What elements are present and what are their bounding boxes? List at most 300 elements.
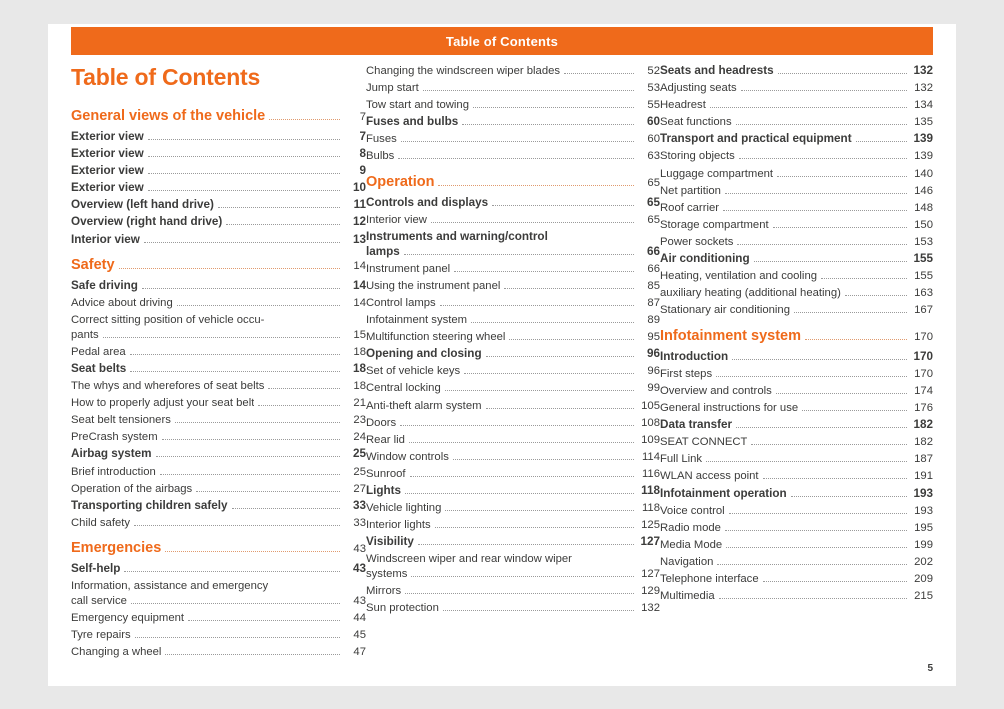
page-header-bar (71, 27, 933, 55)
toc-entry-label: Rear lid (366, 433, 405, 446)
toc-entry-page: 7 (359, 130, 366, 143)
toc-leader-dots (232, 507, 340, 509)
toc-entry-page: 148 (914, 201, 933, 214)
toc-entry-page: 14 (352, 279, 366, 293)
toc-entry[interactable] (660, 401, 933, 416)
toc-entry[interactable] (366, 381, 660, 396)
toc-entry-page: 7 (359, 111, 366, 123)
toc-leader-dots (226, 223, 340, 225)
toc-entry-label: Jump start (366, 82, 419, 95)
toc-leader-dots (148, 155, 340, 157)
toc-entry-label: Overview (left hand drive) (71, 198, 214, 212)
toc-leader-dots (268, 387, 340, 389)
toc-entry[interactable] (71, 611, 366, 626)
toc-entry[interactable] (660, 286, 933, 301)
toc-entry-label: General instructions for use (660, 402, 799, 415)
toc-entry-label: Headrest (660, 99, 706, 112)
toc-entry[interactable] (660, 167, 933, 182)
toc-leader-dots (405, 492, 634, 494)
toc-entry-label: Navigation (660, 555, 714, 568)
toc-leader-dots (435, 526, 634, 528)
toc-entry[interactable] (366, 364, 660, 379)
toc-entry-label: Tyre repairs (71, 629, 131, 642)
toc-entry-label: Storing objects (660, 150, 735, 163)
toc-leader-dots (409, 441, 634, 443)
toc-entry-label: Roof carrier (660, 201, 720, 214)
toc-entry[interactable] (366, 98, 660, 113)
toc-entry[interactable] (366, 416, 660, 431)
toc-entry-page: 44 (353, 611, 366, 624)
toc-leader-dots (776, 392, 907, 394)
toc-entry[interactable] (71, 107, 366, 126)
toc-entry[interactable] (71, 345, 366, 360)
toc-entry[interactable] (366, 64, 660, 79)
toc-leader-dots (175, 421, 340, 423)
toc-leader-dots (438, 184, 634, 186)
toc-entry-page: 139 (914, 150, 933, 163)
toc-entry-page: 215 (914, 590, 933, 603)
toc-entry-label: Infotainment operation (660, 486, 787, 500)
toc-entry-page: 66 (646, 244, 660, 258)
toc-entry[interactable] (71, 628, 366, 643)
toc-entry-page: 14 (353, 297, 366, 310)
toc-entry-page: 53 (647, 82, 660, 95)
toc-entry[interactable] (660, 538, 933, 553)
toc-leader-dots (411, 575, 634, 577)
toc-entry-page: 134 (914, 99, 933, 112)
toc-entry-page: 209 (914, 573, 933, 586)
toc-entry-label: Seats and headrests (660, 64, 774, 77)
toc-entry-label-cont: call service (71, 594, 127, 607)
toc-entry[interactable] (366, 230, 660, 259)
toc-entry[interactable] (71, 645, 366, 660)
toc-entry-page: 118 (641, 483, 660, 497)
toc-entry[interactable] (71, 413, 366, 428)
toc-column-1 (71, 64, 366, 664)
toc-entry-label: Bulbs (366, 150, 395, 163)
toc-entry[interactable] (71, 198, 366, 213)
toc-entry-label: Airbag system (71, 447, 152, 461)
toc-entry-page: 33 (353, 516, 366, 529)
toc-leader-dots (410, 475, 634, 477)
toc-entry-page: 43 (353, 594, 366, 607)
toc-entry[interactable] (660, 350, 933, 365)
toc-entry[interactable] (366, 433, 660, 448)
toc-entry-label: Introduction (660, 349, 729, 363)
toc-leader-dots (763, 580, 907, 582)
toc-entry-label: Self-help (71, 562, 121, 576)
toc-entry-label: Luggage compartment (660, 167, 774, 180)
toc-entry[interactable] (71, 164, 366, 179)
toc-entry[interactable] (660, 149, 933, 164)
toc-entry-label-cont: pants (71, 328, 99, 341)
toc-entry[interactable] (660, 487, 933, 502)
toc-entry[interactable] (71, 181, 366, 196)
toc-entry[interactable] (366, 115, 660, 130)
toc-entry-label: Stationary air conditioning (660, 304, 790, 317)
toc-leader-dots (821, 277, 907, 279)
toc-entry-label: First steps (660, 367, 713, 380)
toc-entry[interactable] (71, 579, 366, 608)
toc-entry-label: Exterior view (71, 164, 144, 178)
toc-entries-3 (660, 64, 933, 604)
toc-entry[interactable] (660, 235, 933, 250)
page-title: Table of Contents (71, 64, 261, 90)
toc-entry-page: 14 (353, 260, 366, 273)
toc-leader-dots (103, 336, 340, 338)
toc-entry[interactable] (660, 327, 933, 346)
toc-entry-label: Adjusting seats (660, 82, 737, 95)
toc-entry-label: auxiliary heating (additional heating) (660, 287, 841, 300)
toc-entry-label: Air conditioning (660, 252, 750, 266)
toc-entry-page: 25 (353, 465, 366, 478)
toc-entry[interactable] (71, 313, 366, 342)
toc-entry-page: 55 (647, 99, 660, 112)
toc-entry[interactable] (366, 518, 660, 533)
toc-entry[interactable] (366, 535, 660, 550)
toc-entry-label: Interior view (366, 214, 427, 227)
toc-entry-label: General views of the vehicle (71, 108, 266, 124)
toc-leader-dots (148, 189, 340, 191)
toc-leader-dots (741, 89, 907, 91)
toc-entry-page: 87 (647, 296, 660, 309)
toc-entry-label: Instrument panel (366, 262, 451, 275)
toc-entry[interactable] (366, 196, 660, 211)
toc-entry-label: Windscreen wiper and rear window wiper (366, 553, 572, 566)
toc-entry-label: Seat belt tensioners (71, 414, 171, 427)
toc-leader-dots (124, 570, 340, 572)
toc-entry[interactable] (71, 256, 366, 275)
toc-entry-label: Fuses and bulbs (366, 115, 459, 129)
toc-leader-dots (130, 370, 340, 372)
toc-entry[interactable] (660, 572, 933, 587)
toc-leader-dots (710, 106, 907, 108)
toc-leader-dots (473, 106, 634, 108)
toc-entry-page: 65 (647, 176, 660, 189)
toc-column-3 (660, 64, 933, 664)
toc-entry[interactable] (660, 589, 933, 604)
toc-entry[interactable] (71, 499, 366, 514)
toc-entry-page: 108 (641, 416, 660, 429)
toc-leader-dots (719, 597, 907, 599)
toc-entry-page: 127 (640, 535, 660, 549)
toc-entry-page: 116 (641, 467, 660, 480)
toc-entry[interactable] (366, 313, 660, 328)
toc-entry[interactable] (71, 430, 366, 445)
toc-leader-dots (486, 355, 634, 357)
toc-entry[interactable] (660, 218, 933, 233)
toc-entry-label: Exterior view (71, 130, 144, 143)
toc-entry-page: 12 (352, 215, 366, 229)
toc-entry-label: Data transfer (660, 418, 733, 432)
toc-entry-page: 23 (353, 414, 366, 427)
toc-leader-dots (188, 619, 340, 621)
toc-entry-label: PreCrash system (71, 431, 158, 444)
toc-leader-dots (130, 353, 340, 355)
toc-leader-dots (856, 140, 907, 142)
toc-leader-dots (773, 226, 907, 228)
toc-leader-dots (716, 375, 907, 377)
toc-entry-label: Overview (right hand drive) (71, 215, 223, 229)
toc-entry[interactable] (660, 367, 933, 382)
toc-entry[interactable] (660, 201, 933, 216)
toc-entry[interactable] (660, 452, 933, 467)
toc-entry-page: 139 (913, 132, 933, 146)
toc-entry-page: 96 (646, 347, 660, 361)
toc-leader-dots (405, 592, 634, 594)
toc-entry[interactable] (660, 303, 933, 318)
toc-entry-label: Doors (366, 416, 397, 429)
toc-leader-dots (802, 409, 907, 411)
toc-entry[interactable] (366, 132, 660, 147)
toc-entry-page: 18 (353, 345, 366, 358)
toc-leader-dots (791, 495, 907, 497)
toc-entry[interactable] (71, 130, 366, 145)
toc-leader-dots (736, 123, 907, 125)
toc-entry[interactable] (366, 347, 660, 362)
toc-entry-page: 60 (647, 133, 660, 146)
toc-leader-dots (805, 338, 907, 340)
toc-entry-page: 132 (914, 82, 933, 95)
toc-entry[interactable] (71, 465, 366, 480)
toc-entry-label: Media Mode (660, 538, 723, 551)
toc-leader-dots (492, 204, 634, 206)
toc-leader-dots (400, 424, 634, 426)
toc-entry-label: Seat belts (71, 361, 127, 375)
toc-entry[interactable] (366, 601, 660, 616)
toc-leader-dots (119, 267, 340, 269)
toc-entry-page: 43 (352, 562, 366, 576)
toc-leader-dots (418, 543, 634, 545)
toc-leader-dots (778, 72, 907, 74)
toc-column-2 (366, 64, 660, 664)
toc-entry[interactable] (71, 379, 366, 394)
toc-entry-page: 85 (647, 279, 660, 292)
toc-entry[interactable] (366, 399, 660, 414)
toc-entry-page: 132 (913, 64, 933, 77)
toc-entry-label: Instruments and warning/control (366, 230, 548, 244)
toc-entry-label: Operation (366, 173, 435, 190)
toc-leader-dots (423, 89, 634, 91)
toc-entry[interactable] (71, 233, 366, 248)
toc-entry-label: Vehicle lighting (366, 502, 442, 515)
toc-leader-dots (732, 358, 907, 360)
toc-leader-dots (135, 636, 340, 638)
toc-entry[interactable] (366, 213, 660, 228)
toc-entry-label: Pedal area (71, 345, 126, 358)
toc-leader-dots (725, 529, 907, 531)
toc-entry-page: 132 (641, 602, 660, 615)
toc-entry-label: Brief introduction (71, 465, 156, 478)
toc-entry[interactable] (366, 81, 660, 96)
toc-entry-label: Visibility (366, 535, 414, 549)
toc-entry-page: 8 (359, 147, 366, 161)
toc-entry-label: Transporting children safely (71, 498, 228, 512)
toc-entry-label: Heating, ventilation and cooling (660, 270, 818, 283)
toc-entry[interactable] (660, 504, 933, 519)
toc-entry[interactable] (660, 98, 933, 113)
toc-entry[interactable] (660, 132, 933, 147)
toc-entry-label: Child safety (71, 516, 131, 529)
toc-entry[interactable] (366, 584, 660, 599)
toc-leader-dots (445, 509, 634, 511)
toc-leader-dots (737, 243, 907, 245)
toc-entry[interactable] (660, 252, 933, 267)
toc-leader-dots (443, 609, 634, 611)
toc-entry[interactable] (366, 149, 660, 164)
toc-entry-page: 24 (353, 431, 366, 444)
toc-entry-label: Storage compartment (660, 218, 769, 231)
toc-leader-dots (729, 512, 907, 514)
toc-leader-dots (471, 321, 634, 323)
toc-entry-page: 127 (641, 567, 660, 580)
toc-entry-label: Telephone interface (660, 573, 759, 586)
toc-entry-page: 18 (352, 361, 366, 375)
toc-entry[interactable] (660, 418, 933, 433)
toc-entry-label: Transport and practical equipment (660, 132, 852, 146)
toc-entry[interactable] (660, 269, 933, 284)
toc-entry[interactable] (71, 447, 366, 462)
toc-entry-label: Set of vehicle keys (366, 365, 461, 378)
toc-entry-label: Overview and controls (660, 385, 772, 397)
toc-entry[interactable] (71, 516, 366, 531)
toc-entry-label: Safe driving (71, 279, 138, 293)
toc-entry-label: Controls and displays (366, 195, 489, 209)
toc-leader-dots (739, 157, 907, 159)
toc-leader-dots (218, 206, 340, 208)
toc-entry[interactable] (660, 81, 933, 96)
toc-leader-dots (794, 311, 907, 313)
toc-entry-page: 105 (641, 399, 660, 412)
toc-entry-page: 193 (914, 504, 933, 517)
toc-entry-page: 109 (641, 433, 660, 446)
toc-entry-page: 174 (914, 385, 933, 397)
toc-entry[interactable] (366, 279, 660, 294)
toc-entry-page: 10 (352, 181, 366, 195)
toc-leader-dots (148, 138, 340, 140)
toc-entry-page: 15 (353, 328, 366, 341)
toc-leader-dots (142, 287, 340, 289)
toc-entry-label: Multifunction steering wheel (366, 331, 506, 344)
toc-entry[interactable] (366, 173, 660, 192)
toc-entry[interactable] (366, 552, 660, 581)
toc-entry-page: 118 (641, 502, 660, 515)
toc-entry-page: 163 (914, 287, 933, 300)
toc-entry-page: 99 (647, 382, 660, 395)
toc-leader-dots (504, 287, 634, 289)
toc-entry[interactable] (660, 384, 933, 399)
toc-entry-page: 199 (914, 538, 933, 551)
toc-entry-label: Sunroof (366, 467, 406, 480)
toc-entry[interactable] (71, 482, 366, 497)
toc-entry[interactable] (660, 435, 933, 450)
toc-leader-dots (509, 338, 634, 340)
toc-leader-dots (131, 602, 340, 604)
toc-entry-page: 170 (913, 349, 933, 363)
toc-entry-label-cont: lamps (366, 244, 400, 258)
toc-entry[interactable] (366, 296, 660, 311)
toc-entry[interactable] (71, 562, 366, 577)
toc-entry-page: 140 (914, 167, 933, 180)
toc-entry[interactable] (366, 467, 660, 482)
toc-leader-dots (148, 172, 340, 174)
toc-entry-page: 155 (913, 252, 933, 266)
toc-leader-dots (845, 294, 907, 296)
toc-entry-page: 13 (352, 232, 366, 246)
toc-leader-dots (162, 438, 340, 440)
toc-leader-dots (723, 209, 907, 211)
toc-leader-dots (165, 653, 340, 655)
toc-entry-page: 182 (913, 418, 933, 432)
toc-entry-page: 27 (353, 482, 366, 495)
toc-leader-dots (401, 140, 634, 142)
toc-entry[interactable] (71, 539, 366, 558)
toc-entry-label: Changing the windscreen wiper blades (366, 65, 561, 77)
toc-entry-label: Exterior view (71, 147, 144, 161)
toc-entry-label: Infotainment system (366, 314, 468, 327)
toc-entry[interactable] (660, 469, 933, 484)
toc-entry-label: Advice about driving (71, 297, 173, 310)
toc-entry[interactable] (71, 296, 366, 311)
toc-leader-dots (160, 473, 340, 475)
toc-entry[interactable] (366, 330, 660, 345)
toc-entry[interactable] (71, 279, 366, 294)
toc-entry-page: 193 (913, 486, 933, 500)
toc-entry-label: Fuses (366, 133, 397, 146)
toc-entry-page: 146 (914, 184, 933, 197)
toc-entry[interactable] (660, 555, 933, 570)
toc-entry-label: Tow start and towing (366, 99, 469, 112)
toc-leader-dots (486, 407, 634, 409)
toc-entry-page: 63 (647, 150, 660, 163)
toc-entry-label: Operation of the airbags (71, 482, 193, 495)
toc-entry[interactable] (660, 521, 933, 536)
toc-entry[interactable] (71, 147, 366, 162)
toc-entry[interactable] (71, 362, 366, 377)
toc-entry-page: 25 (352, 447, 366, 461)
toc-entry[interactable] (366, 484, 660, 499)
toc-entry[interactable] (71, 215, 366, 230)
page-number: 5 (927, 663, 933, 674)
toc-entry-page: 129 (641, 584, 660, 597)
toc-entry-page: 155 (914, 270, 933, 283)
toc-leader-dots (462, 123, 634, 125)
toc-entry-page: 66 (647, 262, 660, 275)
toc-entry-label-cont: systems (366, 567, 408, 580)
toc-entry[interactable] (366, 450, 660, 465)
toc-entry-page: 191 (914, 470, 933, 483)
toc-entry-label: Infotainment system (660, 327, 801, 344)
toc-entry-label: WLAN access point (660, 470, 759, 483)
toc-entry-label: Full Link (660, 453, 703, 466)
toc-leader-dots (454, 270, 634, 272)
toc-entry-page: 187 (914, 453, 933, 466)
toc-entry-page: 60 (646, 115, 660, 129)
toc-leader-dots (564, 72, 634, 74)
toc-entry[interactable] (660, 184, 933, 199)
toc-entry-page: 153 (914, 235, 933, 248)
toc-entry-label: Lights (366, 483, 402, 497)
toc-entry[interactable] (71, 396, 366, 411)
toc-entry-page: 9 (359, 164, 366, 178)
toc-entry[interactable] (660, 64, 933, 79)
toc-entry-label: Mirrors (366, 584, 402, 597)
toc-entry[interactable] (366, 501, 660, 516)
toc-entry-label: Net partition (660, 184, 721, 197)
toc-entry[interactable] (366, 262, 660, 277)
toc-content (71, 64, 933, 664)
toc-entry[interactable] (660, 115, 933, 130)
